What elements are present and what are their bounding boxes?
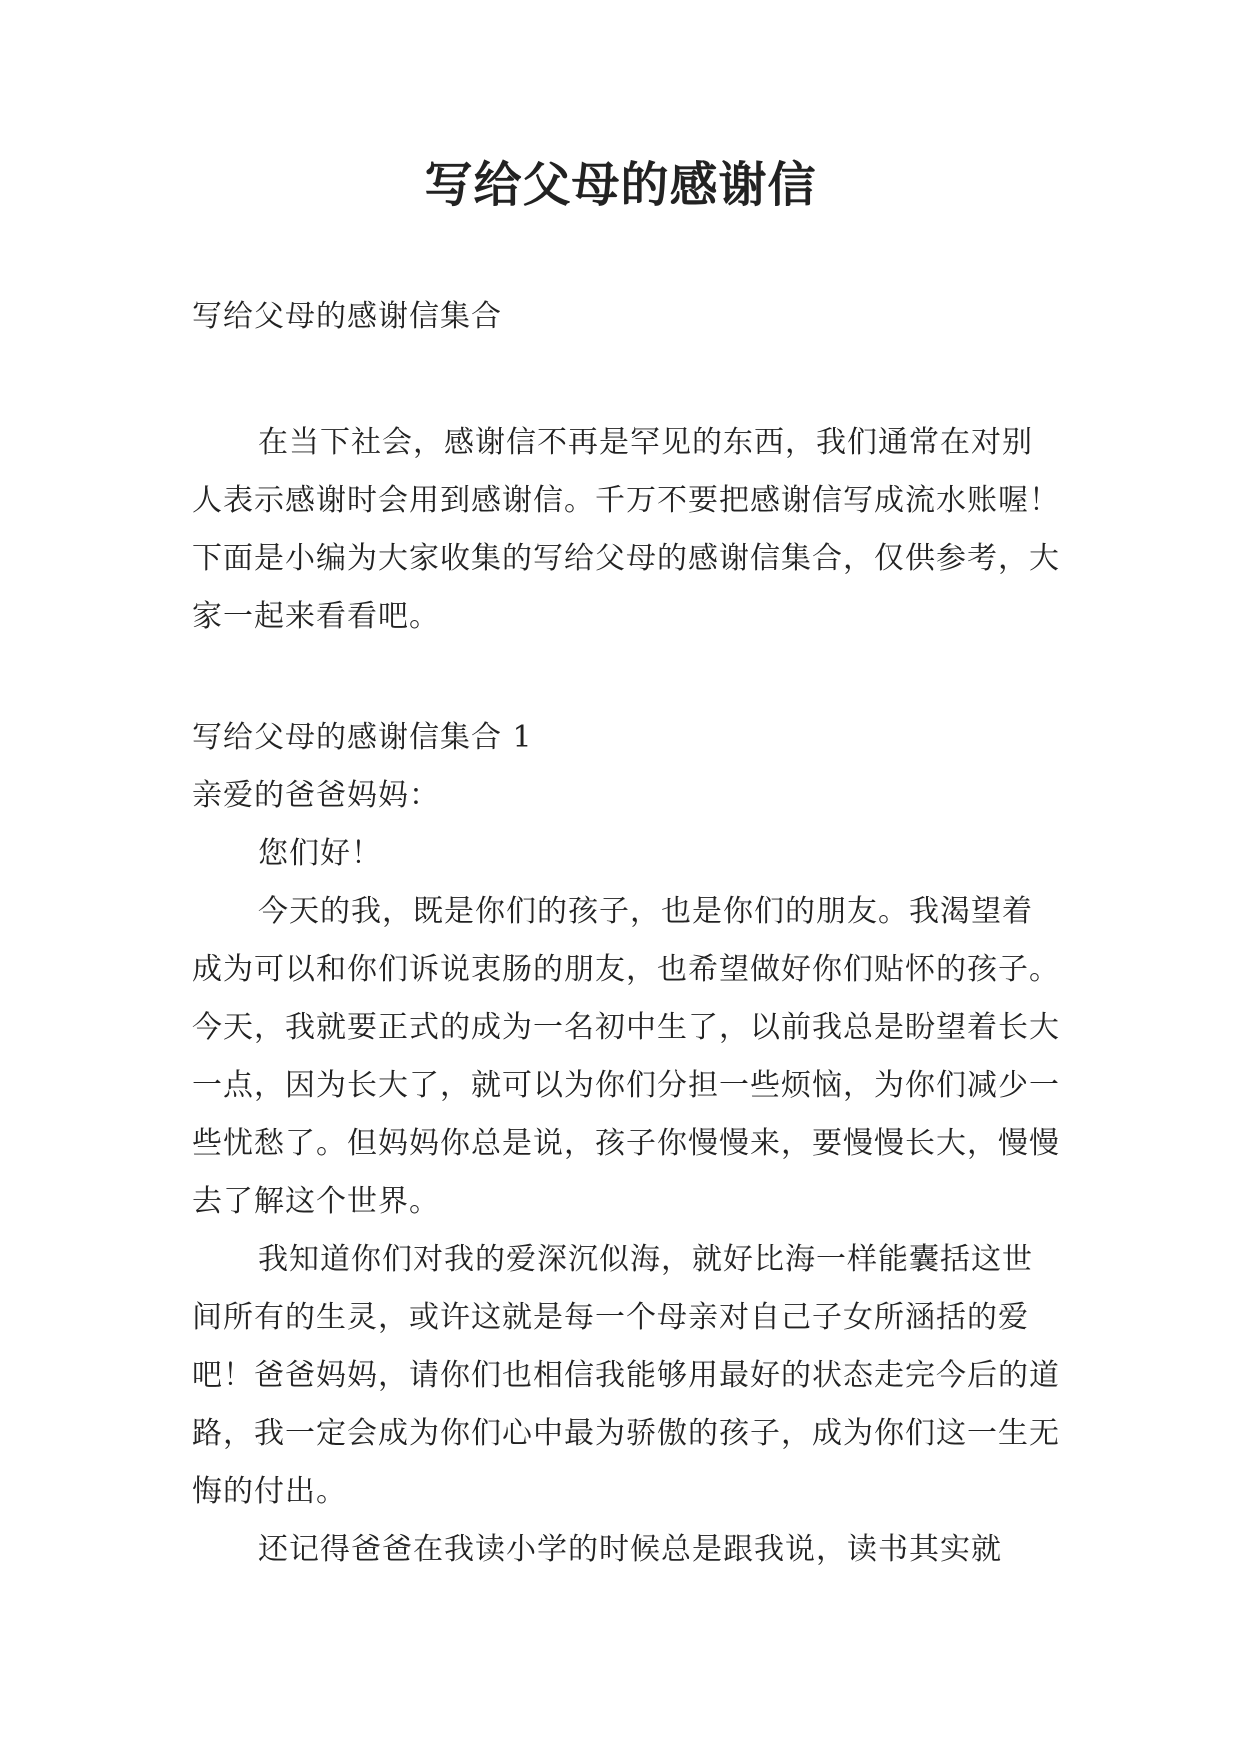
body-paragraph-3: 还记得爸爸在我读小学的时候总是跟我说，读书其实就 [258,1532,1002,1567]
greeting: 您们好！ [258,836,382,871]
body-paragraph-1: 今天的我，既是你们的孩子，也是你们的朋友。我渴望着成为可以和你们诉说衷肠的朋友，也希望做好你们贴怀的孩子。今天，我就要正式的成为一名初中生了，以前我总是盼望着长大一点，因为长大了，就可以为你们分担一些烦恼，为你们减少一些忧愁了。但妈妈你总是说，孩子你慢慢来，要慢慢长大，慢慢去了解这个世界。 [192,894,1060,1219]
section-heading: 写给父母的感谢信集合 1 [192,720,533,755]
document-body [192,288,1062,1579]
document-subtitle: 写给父母的感谢信集合 [192,299,502,334]
intro-paragraph: 在当下社会，感谢信不再是罕见的东西，我们通常在对别人表示感谢时会用到感谢信。千万不要把感谢信写成流水账喔！下面是小编为大家收集的写给父母的感谢信集合，仅供参考，大家一起来看看吧。 [192,425,1060,634]
body-paragraph-2: 我知道你们对我的爱深沉似海，就好比海一样能囊括这世间所有的生灵，或许这就是每一个母亲对自己子女所涵括的爱吧！爸爸妈妈，请你们也相信我能够用最好的状态走完今后的道路，我一定会成为你们心中最为骄傲的孩子，成为你们这一生无悔的付出。 [192,1242,1060,1509]
document-title: 写给父母的感谢信 [424,157,817,213]
salutation: 亲爱的爸爸妈妈： [192,778,440,813]
